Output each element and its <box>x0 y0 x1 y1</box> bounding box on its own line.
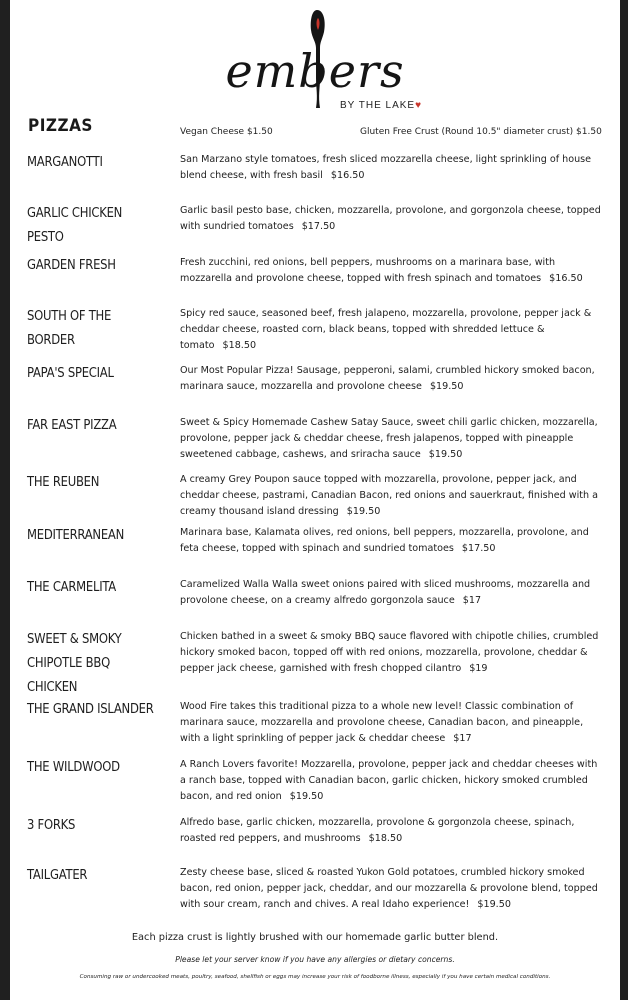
item-desc-text: Sweet & Spicy Homemade Cashew Satay Sauce, sweet chili garlic chicken, mozzarella, provolone, pepper jack & cheddar cheese, fresh jalapenos, topped with pineapple sweetened cabbage, cashews, and sriracha sauce <box>180 417 598 461</box>
item-price: $19.50 <box>428 449 463 461</box>
item-description <box>180 757 606 806</box>
vegan-cheese-note: Vegan Cheese $1.50 <box>180 127 273 137</box>
health-warning: Consuming raw or undercooked meats, poultry, seafood, shellfish or eggs may increase your risk of foodborne illness, especially if you have certain medical conditions. <box>79 974 551 980</box>
item-desc-text: Fresh zucchini, red onions, bell peppers, mushrooms on a marinara base, with mozzarella and provolone cheese, topped with fresh spinach and tomatoes <box>180 257 556 285</box>
item-desc-text: Garlic basil pesto base, chicken, mozzarella, provolone, and gorgonzola cheese, topped with sundried tomatoes <box>180 205 601 233</box>
item-price: $16.50 <box>330 170 365 182</box>
item-description <box>180 629 606 678</box>
logo-wordmark: embers <box>225 44 405 98</box>
item-price: $17 <box>453 733 472 745</box>
item-description <box>180 815 606 847</box>
logo <box>10 8 620 118</box>
item-name: FAR EAST PIZZA <box>27 417 117 433</box>
item-desc-text: Marinara base, Kalamata olives, red onions, bell peppers, mozzarella, provolone, and feta cheese, topped with spinach and sundried tomatoes <box>180 527 589 555</box>
item-name: GARLIC CHICKEN PESTO <box>27 205 123 245</box>
item-name: SOUTH OF THE BORDER <box>27 308 112 348</box>
item-price: $17 <box>462 595 482 607</box>
crust-note: Each pizza crust is lightly brushed with our homemade garlic butter blend. <box>131 932 499 943</box>
item-price: $17.50 <box>461 543 496 555</box>
item-description <box>180 306 606 355</box>
item-desc-text: Wood Fire takes this traditional pizza to a whole new level! Classic combination of marinara sauce, mozzarella and provolone cheese, Canadian bacon, and pineapple, with a light sprinkling of pepper jack & cheddar cheese <box>180 701 584 745</box>
item-name: MEDITERRANEAN <box>27 527 125 543</box>
item-name: SWEET & SMOKY CHIPOTLE BBQ CHICKEN <box>27 631 122 695</box>
item-price: $17.50 <box>301 221 336 233</box>
item-name: THE GRAND ISLANDER <box>27 701 154 717</box>
item-description <box>180 525 606 557</box>
item-desc-text: Alfredo base, garlic chicken, mozzarella, provolone & gorgonzola cheese, spinach, roasted red peppers, and mushrooms <box>180 817 575 845</box>
item-desc-text: Zesty cheese base, sliced & roasted Yukon Gold potatoes, crumbled hickory smoked bacon, red onion, pepper jack, cheddar, and our mozzarella & provolone blend, topped with sour cream, ranch and chives. A real Idaho experience! <box>180 867 598 911</box>
item-desc-text: Chicken bathed in a sweet & smoky BBQ sauce flavored with chipotle chilies, crumbled hickory smoked bacon, topped off with red onions, mozzarella, provolone, cheddar & pepper jack cheese, garnished with fresh chopped cilantro <box>180 631 599 675</box>
item-price: $16.50 <box>549 273 583 285</box>
allergy-note: Please let your server know if you have any allergies or dietary concerns. <box>175 955 455 964</box>
item-description <box>180 577 606 609</box>
item-price: $19.50 <box>289 791 324 803</box>
item-description <box>180 203 606 235</box>
item-name: 3 FORKS <box>27 817 76 833</box>
section-title: PIZZAS <box>28 116 93 136</box>
item-price: $19 <box>469 663 488 675</box>
item-price: $19.50 <box>477 899 511 911</box>
item-price: $19.50 <box>429 381 464 393</box>
item-name: MARGANOTTI <box>27 154 103 170</box>
item-description <box>180 363 606 395</box>
item-description <box>180 152 606 184</box>
logo-tagline <box>340 100 422 111</box>
item-description <box>180 255 606 287</box>
item-description <box>180 865 606 914</box>
item-name: THE WILDWOOD <box>27 759 120 775</box>
item-desc-text: A creamy Grey Poupon sauce topped with mozzarella, provolone, pepper jack, and cheddar cheese, pastrami, Canadian Bacon, red onions and sauerkraut, finished with a creamy thousand island dressing <box>180 474 599 518</box>
logo-tagline-text: BY THE LAKE <box>340 100 416 111</box>
item-desc-text: Our Most Popular Pizza! Sausage, pepperoni, salami, crumbled hickory smoked bacon, marinara sauce, mozzarella and provolone cheese <box>180 365 595 393</box>
item-name: PAPA'S SPECIAL <box>27 365 114 381</box>
item-name: TAILGATER <box>27 867 88 883</box>
gluten-free-note: Gluten Free Crust (Round 10.5" diameter crust) $1.50 <box>360 127 602 137</box>
item-description <box>180 699 606 748</box>
menu-page <box>10 0 620 1000</box>
item-name: GARDEN FRESH <box>27 257 116 273</box>
item-description <box>180 472 606 521</box>
item-name: THE REUBEN <box>27 474 100 490</box>
item-price: $19.50 <box>346 506 381 518</box>
item-price: $18.50 <box>368 833 403 845</box>
heart-icon: ♥ <box>415 100 423 111</box>
item-name: THE CARMELITA <box>27 579 116 595</box>
item-desc-text: A Ranch Lovers favorite! Mozzarella, provolone, pepper jack and cheddar cheeses with a ranch base, topped with Canadian bacon, garlic chicken, hickory smoked crumbled bacon, and red onion <box>180 759 598 803</box>
item-desc-text: Spicy red sauce, seasoned beef, fresh jalapeno, mozzarella, provolone, pepper jack & cheddar cheese, roasted corn, black beans, topped with shredded lettuce & tomato <box>180 308 592 352</box>
item-description <box>180 415 606 464</box>
item-desc-text: San Marzano style tomatoes, fresh sliced mozzarella cheese, light sprinkling of house blend cheese, with fresh basil <box>180 154 592 182</box>
item-price: $18.50 <box>222 340 257 352</box>
item-desc-text: Caramelized Walla Walla sweet onions paired with sliced mushrooms, mozzarella and provolone cheese, on a creamy alfredo gorgonzola sauce <box>180 579 591 607</box>
